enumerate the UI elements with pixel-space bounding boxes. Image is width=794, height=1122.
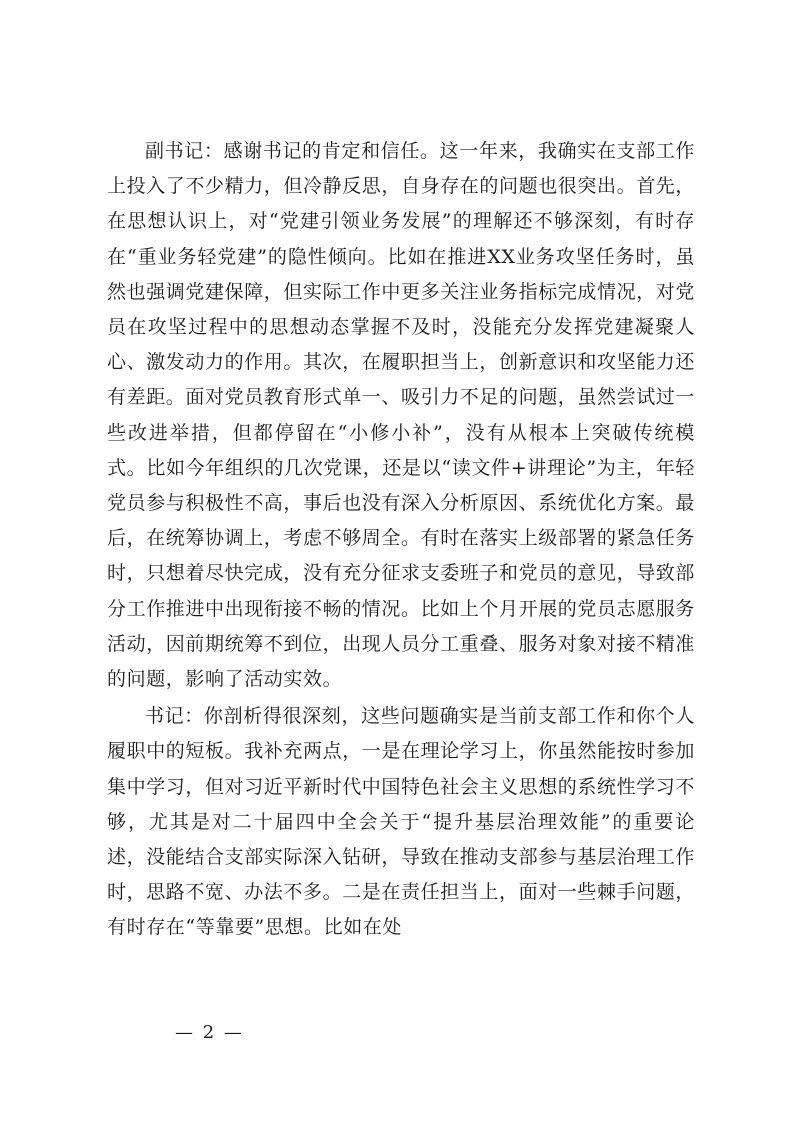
- document-body: [107, 134, 695, 948]
- paragraph-deputy-secretary: 副书记：感谢书记的肯定和信任。这一年来，我确实在支部工作上投入了不少精力，但冷静反思，自身存在的问题也很突出。首先，在思想认识上，对“党建引领业务发展”的理解还不够深刻，有时存在“重业务轻党建”的隐性倾向。比如在推进XX业务攻坚任务时，虽然也强调党建保障，但实际工作中更多关注业务指标完成情况，对党员在攻坚过程中的思想动态掌握不及时，没能充分发挥党建凝聚人心、激发动力的作用。其次，在履职担当上，创新意识和攻坚能力还有差距。面对党员教育形式单一、吸引力不足的问题，虽然尝试过一些改进举措，但都停留在“小修小补”，没有从根本上突破传统模式。比如今年组织的几次党课，还是以“读文件+讲理论”为主，年轻党员参与积极性不高，事后也没有深入分析原因、系统优化方案。最后，在统筹协调上，考虑不够周全。有时在落实上级部署的紧急任务时，只想着尽快完成，没有充分征求支委班子和党员的意见，导致部分工作推进中出现衔接不畅的情况。比如上个月开展的党员志愿服务活动，因前期统筹不到位，出现人员分工重叠、服务对象对接不精准的问题，影响了活动实效。: [107, 140, 696, 691]
- paragraph-secretary: 书记：你剖析得很深刻，这些问题确实是当前支部工作和你个人履职中的短板。我补充两点，一是在理论学习上，你虽然能按时参加集中学习，但对习近平新时代中国特色社会主义思想的系统性学习不够，尤其是对二十届四中全会关于“提升基层治理效能”的重要论述，没能结合支部实际深入钻研，导致在推动支部参与基层治理工作时，思路不宽、办法不多。二是在责任担当上，面对一些棘手问题，有时存在“等靠要”思想。比如在处: [107, 705, 696, 939]
- page-number: — 2 —: [175, 1022, 244, 1043]
